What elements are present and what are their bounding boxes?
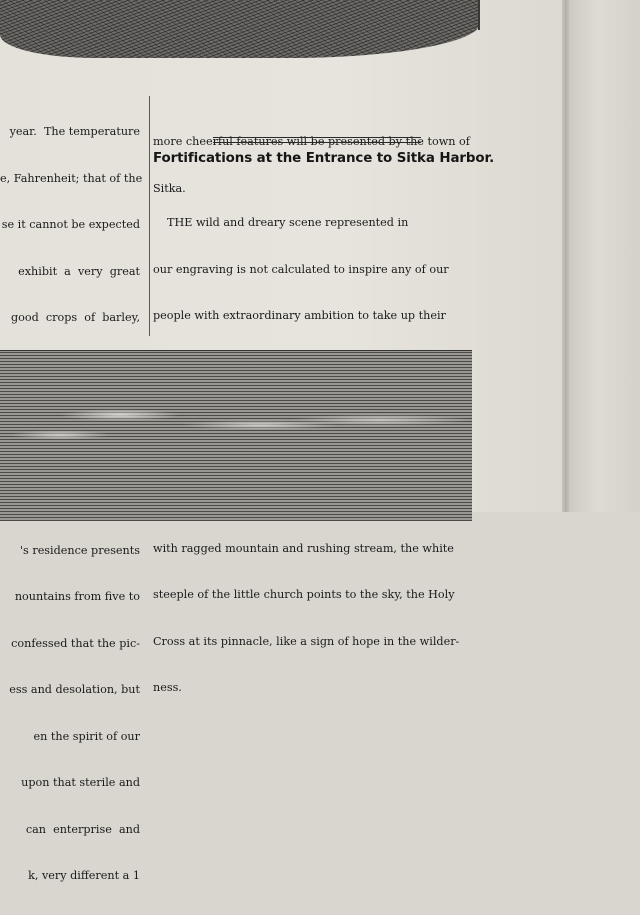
left-line: en the spirit of our [33, 729, 140, 743]
left-line: nountains from five to [14, 590, 140, 603]
top-engraving-illustration [0, 0, 480, 58]
engraving-border [478, 0, 480, 30]
article-heading: Fortifications at the Entrance to Sitka Harbor. [153, 151, 495, 166]
left-line: can enterprise and [25, 822, 140, 836]
left-line: se it cannot be expected [1, 218, 140, 231]
left-line: k, very different a 1 [28, 869, 140, 882]
column-divider [149, 96, 150, 336]
left-line: year. The temperature [9, 125, 140, 138]
body-line: ness. [153, 681, 182, 694]
left-line: good crops of barley, [10, 311, 140, 324]
left-line: 's residence presents [19, 543, 140, 557]
section-double-rule [213, 137, 421, 143]
left-line: confessed that the pic- [11, 636, 140, 650]
body-line: steeple of the little church points to the sky, the Holy [153, 588, 455, 601]
body-line: with ragged mountain and rushing stream, the white [153, 541, 454, 555]
body-line: our engraving is not calculated to inspire any of our [153, 262, 449, 276]
body-line: Cross at its pinnacle, like a sign of hope in the wilder- [153, 634, 460, 648]
left-line: exhibit a very great [18, 264, 140, 278]
adjacent-page-edge [570, 0, 640, 512]
intro-line: Sitka. [153, 181, 186, 195]
body-line: people with extraordinary ambition to take up their [153, 309, 446, 322]
intro-line: more cheerful features will be presented by the town of [153, 135, 470, 148]
left-line: upon that sterile and [21, 776, 140, 789]
body-line: THE wild and dreary scene represented in [167, 216, 409, 229]
engraving-water-highlights [0, 395, 472, 465]
left-line: ess and desolation, but [9, 683, 140, 696]
left-line: e, Fahrenheit; that of the [0, 171, 143, 185]
page-gutter [562, 0, 570, 512]
